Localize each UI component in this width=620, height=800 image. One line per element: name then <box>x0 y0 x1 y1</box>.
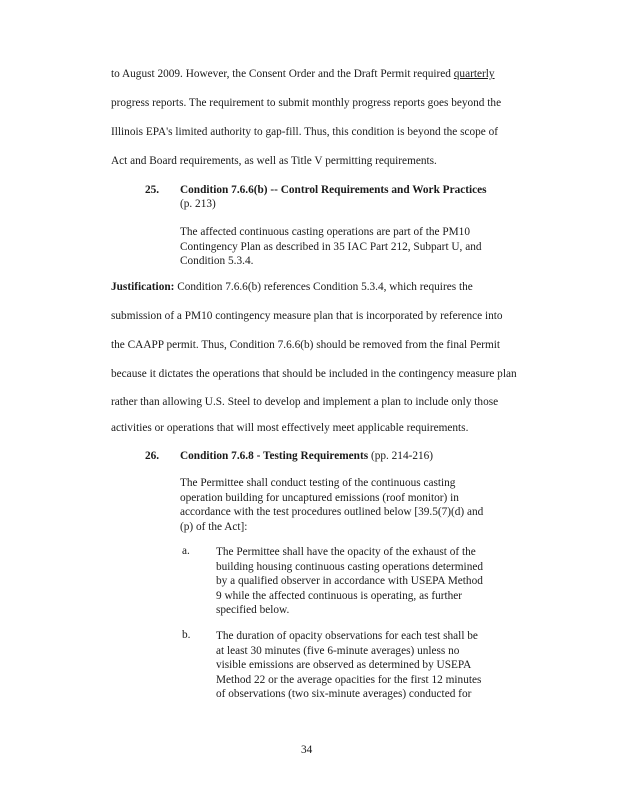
justification-line-3: the CAAPP permit. Thus, Condition 7.6.6(b) should be removed from the final Permit <box>111 339 501 351</box>
justification-label: Justification: <box>111 281 175 293</box>
sub-a-label: a. <box>182 545 190 557</box>
item-26-number: 26. <box>145 450 160 462</box>
page-number: 34 <box>301 744 313 756</box>
intro-line-1: to August 2009. However, the Consent Order and the Draft Permit required quarterly <box>111 68 495 80</box>
item-25-number: 25. <box>145 184 160 196</box>
underlined-quarterly: quarterly <box>453 68 495 80</box>
intro-line-3: Illinois EPA's limited authority to gap-fill. Thus, this condition is beyond the scope of <box>111 126 499 138</box>
sub-a-text: The Permittee shall have the opacity of the exhaust of the building housing continuous casting operations determined by a qualified observer in accordance with USEPA Method 9 while the affected continuous is operating, as further specified below. <box>216 546 484 616</box>
justification-line-5: rather than allowing U.S. Steel to develop and implement a plan to include only those <box>111 396 499 408</box>
item-25-title: Condition 7.6.6(b) -- Control Requirements and Work Practices <box>180 184 487 196</box>
justification-line-6: activities or operations that will most effectively meet applicable requirements. <box>111 422 469 434</box>
justification-line-1: Justification: Condition 7.6.6(b) references Condition 5.3.4, which requires the <box>111 281 473 293</box>
item-26-quote: The Permittee shall conduct testing of the continuous casting operation building for uncaptured emissions (roof monitor) in accordance with the test procedures outlined below [39.5(7)(d) and (p) of the Act]: <box>180 477 484 533</box>
item-26-page: (pp. 214-216) <box>370 450 434 462</box>
justification-line-2: submission of a PM10 contingency measure plan that is incorporated by reference into <box>111 310 503 322</box>
item-25-page: (p. 213) <box>180 198 216 210</box>
item-26-title: Condition 7.6.8 - Testing Requirements (pp. 214-216) <box>180 450 434 462</box>
sub-b-label: b. <box>182 629 191 641</box>
item-25-quote: The affected continuous casting operations are part of the PM10 Contingency Plan as described in 35 IAC Part 212, Subpart U, and Condition 5.3.4. <box>180 226 482 267</box>
intro-line-4: Act and Board requirements, as well as Title V permitting requirements. <box>111 155 437 167</box>
intro-line-2: progress reports. The requirement to submit monthly progress reports goes beyond the <box>111 97 502 109</box>
sub-b-text: The duration of opacity observations for each test shall be at least 30 minutes (five 6-minute averages) unless no visible emissions are observed as determined by USEPA Method 22 or the average opacities for the first 12 minutes of observations (two six-minute averages) conducted for <box>216 630 482 700</box>
justification-line-4: because it dictates the operations that should be included in the contingency measure plan <box>111 368 517 380</box>
